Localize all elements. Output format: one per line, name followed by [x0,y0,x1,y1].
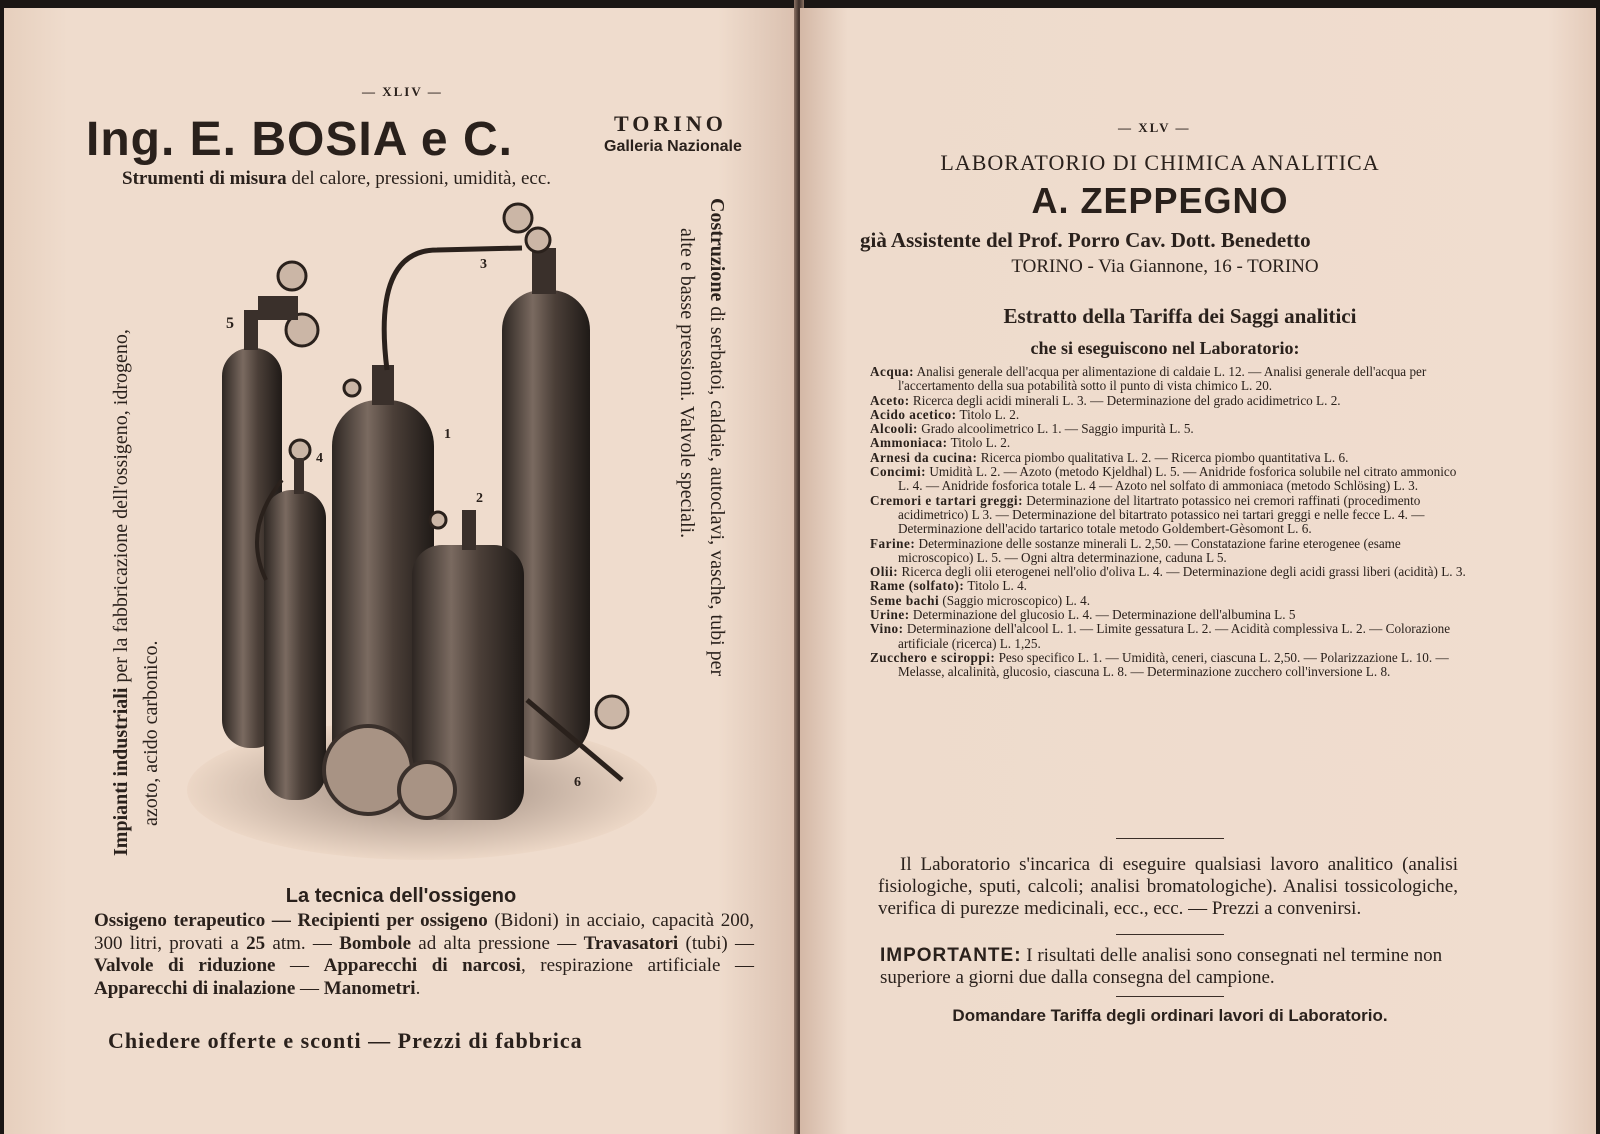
tariff-entry [870,365,1470,394]
extract-title: Estratto della Tariffa dei Saggi analitici [1003,304,1357,328]
page-number: — XLIV — [362,84,443,99]
right-page [800,8,1596,1134]
label-3: 3 [480,257,487,272]
tariff-entry [870,537,1470,566]
label-2: 2 [476,491,483,506]
tariff-text: Ricerca piombo qualitativa L. 2. — Ricerca piombo quantitativa L. 6. [977,449,1349,465]
text: — [295,977,324,999]
text: (Bidoni) in acciaio, capacità 200, 300 litri, provati a [94,910,754,954]
tariff-text: Umidità L. 2. — Azoto (metodo Kjeldhal) L. 5. — Anidride fosforica solubile nel citrato ammonico L. 4. — Anidride fosforica totale L. 4 — Azoto nel solfato di ammoniaca (metodo Schlösing) L. 3. [898,464,1457,494]
assistant-line: già Assistente del Prof. Porro Cav. Dott. Benedetto [860,228,1311,252]
text-bold: Ossigeno terapeutico — Recipienti per ossigeno [94,910,488,931]
tariff-entry [870,451,1470,465]
vertical-left-line1: per la fabbricazione dell'ossigeno, idrogeno, [110,329,132,688]
divider [1116,934,1224,935]
tariff-text: (Saggio microscopico) L. 4. [939,592,1090,608]
text-bold: Bombole [339,932,411,954]
label-5: 5 [226,315,234,332]
subtitle-rest: del calore, pressioni, umidità, ecc. [286,168,552,189]
lid-small [399,762,455,818]
tariff-entry [870,608,1470,622]
label-6: 6 [574,775,581,790]
tariff-term: Arnesi da cucina: [870,449,978,465]
text: , respirazione artificiale — [520,955,755,976]
tariff-term: Olii: [870,564,899,580]
text-bold: Manometri [323,977,416,999]
tariff-term: Ammoniaca: [870,435,948,451]
tariff-entry [870,565,1470,579]
important-note [880,945,1480,989]
right-footer: Domandare Tariffa degli ordinari lavori di Laboratorio. [952,1006,1388,1025]
text: . [415,977,421,999]
label-1: 1 [444,427,451,442]
gallery-label: Galleria Nazionale [604,138,742,155]
lab-owner-name: A. ZEPPEGNO [1031,180,1289,221]
tariff-entry [870,408,1470,422]
tariff-text: Titolo L. 2. [947,435,1011,451]
tariff-term: Zucchero e sciroppi: [870,649,996,665]
lab-title: LABORATORIO DI CHIMICA ANALITICA [940,150,1380,175]
tariff-entry [870,494,1470,537]
tariff-text: Analisi generale dell'acqua per alimentazione di caldaie L. 12. — Analisi generale dell'acqua per l'accertamento della sua potabilità sotto il punto di vista chimico L. 20. [898,364,1427,394]
city-label: TORINO [614,111,727,136]
text-bold: Travasatori [583,932,679,954]
vertical-right-bold: Costruzione [706,198,728,302]
vertical-left-bold: Impianti industriali [110,687,132,856]
lid-large [324,726,412,814]
text: — [275,955,324,976]
company-title: Ing. E. BOSIA e C. [86,113,513,166]
vertical-right-line1: di serbatoi, caldaie, autoclavi, vasche, tubi per [706,301,728,677]
important-label: IMPORTANTE: [880,945,1022,966]
tariff-entry [870,436,1470,450]
text-bold: Apparecchi di narcosi [323,955,521,976]
tariff-text: Determinazione del glucosio L. 4. — Determinazione dell'albumina L. 5 [909,607,1296,623]
tariff-text: Ricerca degli olii eterogenei nell'olio d'oliva L. 4. — Determinazione degli acidi grassi liberi (acidità) L. 3. [898,564,1466,580]
important-text: I risultati delle analisi sono consegnati nel termine non superiore a giorni due dalla consegna del campione. [880,945,1443,988]
tariff-term: Urine: [870,607,910,623]
subtitle [122,168,551,190]
product-description [94,910,754,1000]
tariff-text: Determinazione dell'alcool L. 1. — Limite gessatura L. 2. — Acidità complessiva L. 2. — Colorazione artificiale (ricerca) L. 1,25. [898,621,1451,651]
tariff-text: Determinazione del litartrato potassico nei cremori raffinati (procedimento acidimetrico) L 3. — Determinazione del bitartrato potassico nei tartari greggi e nelle fecce L. 4. — Determinazione dell'acido tartarico totale metodo Goldembert-Gèsomont L. 6. [898,492,1425,537]
left-page [4,8,798,1134]
tariff-term: Acqua: [870,364,915,379]
tariff-term: Acido acetico: [870,406,957,422]
tariff-text: Titolo L. 2. [956,406,1020,422]
text: atm. — [265,932,340,954]
text-bold: Valvole di riduzione [94,955,276,976]
tariff-entry [870,594,1470,608]
tariff-text: Determinazione delle sostanze minerali L. 2,50. — Constatazione farine eterogenee (esame microscopico) L. 5. — Ogni altra determinazione, caduna L 5. [898,535,1401,565]
tariff-term: Concimi: [870,464,927,480]
tariff-term: Vino: [870,621,904,637]
tariff-text: Ricerca degli acidi minerali L. 3. — Determinazione del grado acidimetrico L. 2. [909,392,1341,408]
subtitle-bold: Strumenti di misura [122,168,287,189]
tariff-entry [870,651,1470,680]
text: (tubi) — [678,932,754,954]
tech-heading: La tecnica dell'ossigeno [285,885,517,907]
tariff-entry [870,465,1470,494]
divider [1116,838,1224,839]
text-bold: Apparecchi di inalazione [94,977,296,999]
vertical-text-right [672,198,732,676]
left-footer: Chiedere offerte e sconti — Prezzi di fabbrica [108,1028,583,1053]
tariff-term: Aceto: [870,392,910,408]
tariff-term: Cremori e tartari greggi: [870,492,1023,508]
services-paragraph: Il Laboratorio s'incarica di eseguire qualsiasi lavoro analitico (analisi fisiologiche, sputi, calcoli; analisi bromatologiche). Analisi tossicologiche, verifica di purezze medicinali, ecc., ecc. — Prezzi a convenirsi. [878,854,1458,919]
tariff-text: Titolo L. 4. [964,578,1027,594]
tariff-term: Rame (solfato): [870,578,965,594]
extract-subtitle: che si eseguiscono nel Laboratorio: [1030,338,1300,358]
tariff-term: Seme bachi [870,592,940,608]
vertical-right-line2: alte e basse pressioni. Valvole speciali. [676,228,698,539]
tariff-text: Peso specifico L. 1. — Umidità, ceneri, ciascuna L. 2,50. — Polarizzazione L. 10. — Melasse, alcalinità, glucosio, ciascuna L. 8. — Determinazione zucchero coll'inversione L. 8. [898,649,1449,680]
tariff-entry [870,422,1470,436]
text: ad alta pressione — [411,932,584,954]
tariff-entry [870,579,1470,593]
divider [1116,996,1224,997]
text-bold: 25 [246,932,266,954]
vertical-text-left [106,329,166,856]
gas-cylinders-illustration [182,200,662,868]
tariff-term: Alcooli: [870,421,918,437]
vertical-left-line2: azoto, acido carbonico. [140,640,162,826]
tariff-entry [870,394,1470,408]
tariff-text: Grado alcoolimetrico L. 1. — Saggio impurità L. 5. [917,421,1194,437]
tariff-list [870,365,1470,680]
tariff-term: Farine: [870,535,916,551]
address: TORINO - Via Giannone, 16 - TORINO [1011,256,1319,277]
label-4: 4 [316,451,323,466]
tariff-entry [870,622,1470,651]
page-number: — XLV — [1118,120,1191,135]
